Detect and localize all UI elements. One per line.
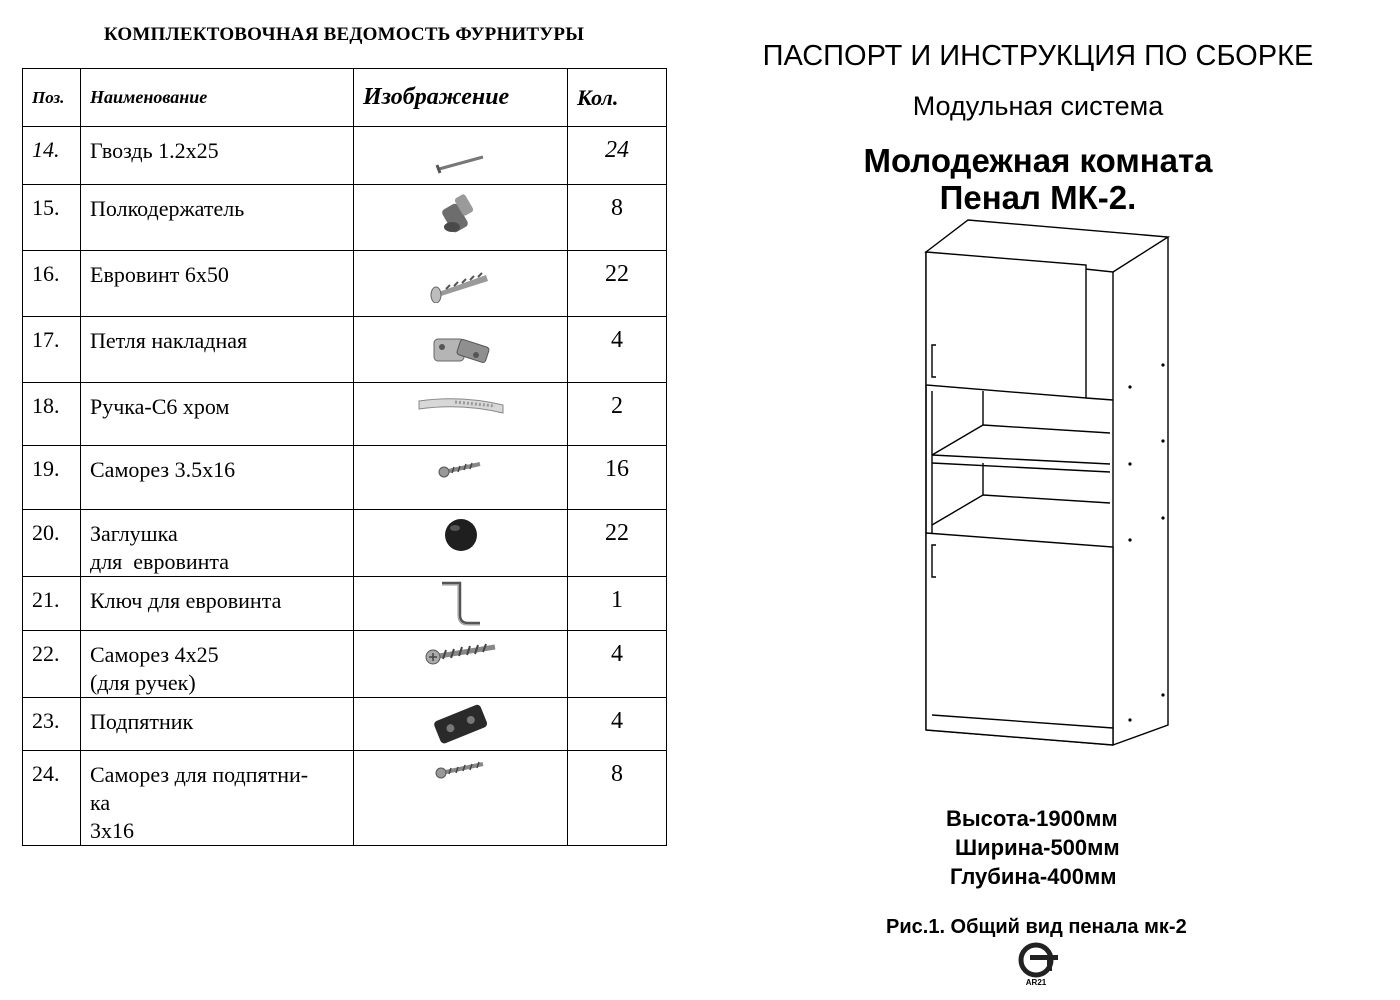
row-pos: 19.	[23, 446, 81, 510]
dimensions	[940, 804, 1120, 891]
header-name: Наименование	[81, 69, 354, 127]
nail-icon	[431, 147, 491, 177]
row-name-line: Саморез для подпятни-	[90, 762, 309, 787]
row-pos: 17.	[23, 317, 81, 383]
row-name: Ручка-С6 хром	[81, 383, 354, 446]
table-row	[23, 577, 667, 631]
shelf-support-icon	[436, 191, 486, 237]
product-title-line: Молодежная комната	[863, 142, 1213, 179]
product-title	[738, 142, 1338, 216]
glide-pad-icon	[428, 702, 494, 748]
cap-icon	[441, 515, 481, 555]
row-image	[354, 631, 568, 698]
table-header-row	[23, 69, 667, 127]
row-name	[81, 751, 354, 846]
row-name	[81, 631, 354, 698]
euro-screw-icon	[426, 263, 496, 303]
row-qty: 2	[568, 383, 667, 446]
passport-title: ПАСПОРТ И ИНСТРУКЦИЯ ПО СБОРКЕ	[762, 40, 1314, 72]
row-pos: 23.	[23, 698, 81, 751]
table-row	[23, 631, 667, 698]
row-name	[81, 510, 354, 577]
row-name: Евровинт 6х50	[81, 251, 354, 317]
row-qty: 22	[568, 510, 667, 577]
width-label: Ширина-500мм	[955, 835, 1120, 860]
table-row	[23, 317, 667, 383]
row-pos: 24.	[23, 751, 81, 846]
row-image	[354, 185, 568, 251]
certification-mark-icon	[1014, 942, 1066, 988]
row-pos: 18.	[23, 383, 81, 446]
row-image	[354, 751, 568, 846]
hex-key-icon	[436, 579, 486, 627]
table-row	[23, 251, 667, 317]
row-name: Полкодержатель	[81, 185, 354, 251]
hardware-list-title: КОМПЛЕКТОВОЧНАЯ ВЕДОМОСТЬ ФУРНИТУРЫ	[103, 24, 585, 45]
small-screw-icon	[436, 456, 486, 480]
row-pos: 15.	[23, 185, 81, 251]
row-name: Гвоздь 1.2х25	[81, 127, 354, 185]
row-image	[354, 577, 568, 631]
table-row	[23, 751, 667, 846]
row-name-line: Саморез 4х25	[90, 642, 219, 667]
table-row	[23, 127, 667, 185]
depth-label: Глубина-400мм	[950, 864, 1117, 889]
table-row	[23, 698, 667, 751]
header-pos: Поз.	[23, 69, 81, 127]
row-qty: 4	[568, 317, 667, 383]
row-image	[354, 317, 568, 383]
row-image	[354, 510, 568, 577]
row-qty: 4	[568, 631, 667, 698]
row-qty: 8	[568, 751, 667, 846]
row-pos: 20.	[23, 510, 81, 577]
row-pos: 22.	[23, 631, 81, 698]
header-qty: Кол.	[568, 69, 667, 127]
row-name: Петля накладная	[81, 317, 354, 383]
hinge-icon	[426, 325, 496, 375]
row-image	[354, 251, 568, 317]
row-qty: 1	[568, 577, 667, 631]
pad-screw-icon	[433, 757, 489, 781]
table-row	[23, 510, 667, 577]
table-row	[23, 185, 667, 251]
handle-icon	[415, 391, 507, 421]
header-image: Изображение	[354, 69, 568, 127]
row-name-line: Заглушка	[90, 521, 178, 546]
system-name: Модульная система	[912, 91, 1164, 121]
row-qty: 8	[568, 185, 667, 251]
row-qty: 4	[568, 698, 667, 751]
hardware-table	[22, 68, 667, 846]
height-label: Высота-1900мм	[946, 806, 1118, 831]
row-name: Ключ для евровинта	[81, 577, 354, 631]
row-image	[354, 383, 568, 446]
row-name-line: для евровинта	[90, 549, 230, 574]
row-name-line: 3х16	[90, 818, 134, 843]
figure-caption: Рис.1. Общий вид пенала мк-2	[886, 916, 1187, 938]
cert-mark-label: АR21	[1025, 978, 1047, 987]
row-qty: 22	[568, 251, 667, 317]
screw-4x25-icon	[421, 637, 501, 667]
row-pos: 16.	[23, 251, 81, 317]
row-name-line: (для ручек)	[90, 670, 196, 695]
table-row	[23, 446, 667, 510]
row-qty: 16	[568, 446, 667, 510]
table-row	[23, 383, 667, 446]
row-image	[354, 446, 568, 510]
row-pos: 21.	[23, 577, 81, 631]
row-name: Саморез 3.5х16	[81, 446, 354, 510]
row-name: Подпятник	[81, 698, 354, 751]
row-pos: 14.	[23, 127, 81, 185]
row-image	[354, 698, 568, 751]
row-image	[354, 127, 568, 185]
product-title-line: Пенал МК-2.	[939, 179, 1137, 216]
cabinet-drawing	[918, 215, 1178, 750]
row-qty: 24	[568, 127, 667, 185]
row-name-line: ка	[90, 790, 111, 815]
